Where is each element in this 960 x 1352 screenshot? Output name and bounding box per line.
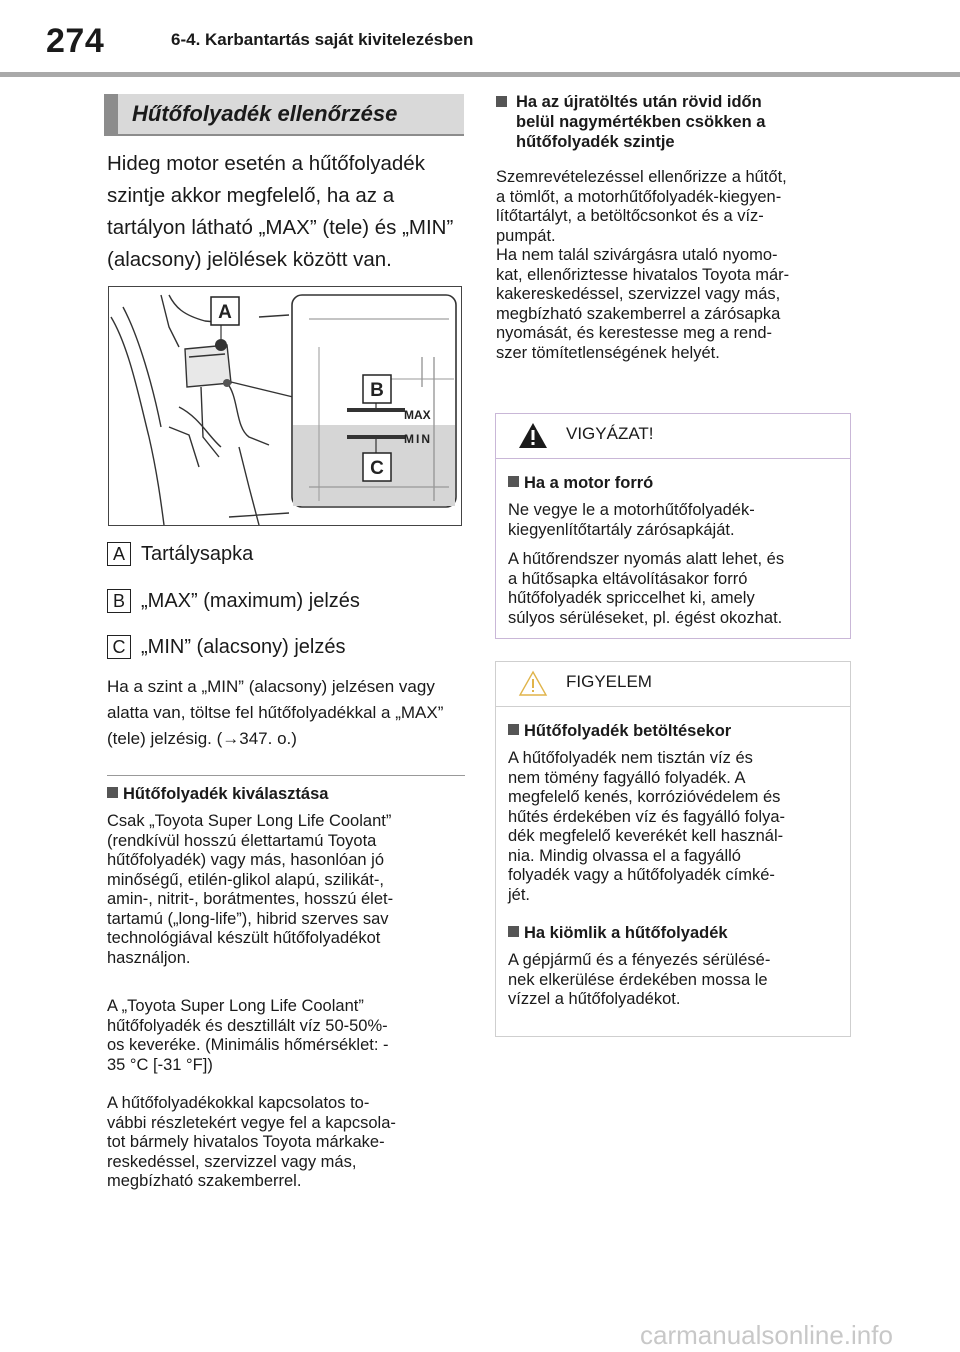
watermark: carmanualsonline.info — [640, 1320, 893, 1350]
section-intro: Hideg motor esetén a hűtőfolyadék szintje akkor megfelelő, ha az a tartályon látható „MAX” (tele) és „MIN” (alacsony) jelölések között van. — [107, 152, 454, 271]
legend-text: Tartálysapka — [141, 543, 254, 565]
caution-header — [496, 414, 850, 459]
reservoir-illustration — [109, 287, 461, 525]
min-mark-label: MIN — [404, 432, 432, 446]
svg-text:A: A — [218, 302, 232, 323]
notice-box — [495, 661, 851, 1037]
square-bullet-icon — [508, 926, 519, 937]
section-divider — [107, 775, 465, 776]
legend-text: „MAX” (maximum) jelzés — [141, 590, 360, 612]
square-bullet-icon — [508, 724, 519, 735]
legend-letter: C — [107, 635, 131, 659]
square-bullet-icon — [107, 787, 118, 798]
max-mark-label: MAX — [404, 408, 431, 422]
square-bullet-icon — [496, 96, 507, 107]
coolant-selection-paragraph-2: A „Toyota Super Long Life Coolant” hűtőfolyadék és desztillált víz 50-50%- os keveréke. (Minimális hőmérséklet: - 35 °C [-31 °F]) — [107, 997, 389, 1074]
coolant-selection-heading: Hűtőfolyadék kiválasztása — [107, 784, 467, 804]
legend-item-c — [107, 635, 345, 661]
notice-subheading-1: Hűtőfolyadék betöltésekor — [508, 721, 838, 741]
notice-paragraph-2: A gépjármű és a fényezés sérülésé- nek elkerülése érdekében mossa le vízzel a hűtőfolyadékot. — [508, 951, 771, 1008]
header-divider — [0, 72, 960, 77]
page-number: 274 — [46, 22, 105, 60]
square-bullet-icon — [508, 476, 519, 487]
refill-note: Ha a szint a „MIN” (alacsony) jelzésen vagy alatta van, töltse fel hűtőfolyadékkal a „MAX” (tele) jelzésig. (→347. o.) — [107, 677, 444, 748]
svg-text:B: B — [370, 380, 384, 401]
notice-subheading-2: Ha kiömlik a hűtőfolyadék — [508, 923, 838, 943]
warning-triangle-icon — [518, 422, 548, 449]
svg-text:C: C — [370, 458, 384, 479]
notice-header — [496, 662, 850, 707]
caution-subheading: Ha a motor forró — [508, 473, 838, 493]
warning-outline-icon — [518, 670, 548, 697]
notice-paragraph-1: A hűtőfolyadék nem tisztán víz és nem tömény fagyálló folyadék. A megfelelő kenés, korrózióvédelem és hűtés érdekében víz és fagyálló folya- dék megfelelő keverékét kell használ- nia. Mindig olvassa el a fagyálló folyadék vagy a hűtőfolyadék címké- jét. — [508, 749, 785, 904]
caution-paragraph-2: A hűtőrendszer nyomás alatt lehet, és a hűtősapka eltávolításakor forró hűtőfolyadék spriccelhet ki, amely súlyos sérüléseket, pl. égést okozhat. — [508, 550, 785, 627]
legend-letter: B — [107, 589, 131, 613]
level-drop-paragraph: Szemrevételezéssel ellenőrizze a hűtőt, a tömlőt, a motorhűtőfolyadék-kiegyen- lítőtartályt, a betöltőcsonkot és a víz- pumpát. Ha nem talál szivárgásra utaló nyomo- kat, ellenőriztesse hivatalos Toyota már- kakereskedéssel, szervizzel vagy más, megbízható szakemberrel a zárósapka nyomását, és kerestesse meg a rend- szer tömítetlenségének helyét. — [496, 168, 790, 362]
legend-item-b — [107, 589, 360, 615]
coolant-selection-paragraph-3: A hűtőfolyadékokkal kapcsolatos to- vábbi részletekért vegye fel a kapcsola- tot bármely hivatalos Toyota márkake- reskedéssel, szervizzel vagy más, megbízható szakemberrel. — [107, 1094, 396, 1190]
caution-box — [495, 413, 851, 639]
callout-c — [363, 453, 391, 481]
cap-marker — [215, 339, 227, 351]
level-drop-heading: Ha az újratöltés után rövid időn belül nagymértékben csökken a hűtőfolyadék szintje — [496, 92, 856, 152]
callout-a — [211, 297, 239, 325]
coolant-reservoir-figure — [108, 286, 462, 526]
notice-label: FIGYELEM — [566, 672, 652, 691]
caution-label: VIGYÁZAT! — [566, 424, 654, 443]
legend-item-a — [107, 542, 253, 568]
coolant-selection-paragraph-1: Csak „Toyota Super Long Life Coolant” (rendkívül hosszú élettartamú Toyota hűtőfolyadék) vagy más, hasonlóan jó minőségű, etilén-glikol alapú, szilikát-, amin-, nitrit-, borátmentes, hosszú élet- tartamú („long-life”), hibrid szerves sav technológiával készült hűtőfolyadékot használjon. — [107, 812, 394, 967]
legend-letter: A — [107, 542, 131, 566]
caution-paragraph-1: Ne vegye le a motorhűtőfolyadék- kiegyenlítőtartály zárósapkáját. — [508, 501, 755, 539]
legend-text: „MIN” (alacsony) jelzés — [141, 636, 346, 658]
chapter-title: 6-4. Karbantartás saját kivitelezésben — [171, 30, 474, 49]
section-title: Hűtőfolyadék ellenőrzése — [104, 94, 464, 136]
callout-b — [363, 375, 391, 403]
